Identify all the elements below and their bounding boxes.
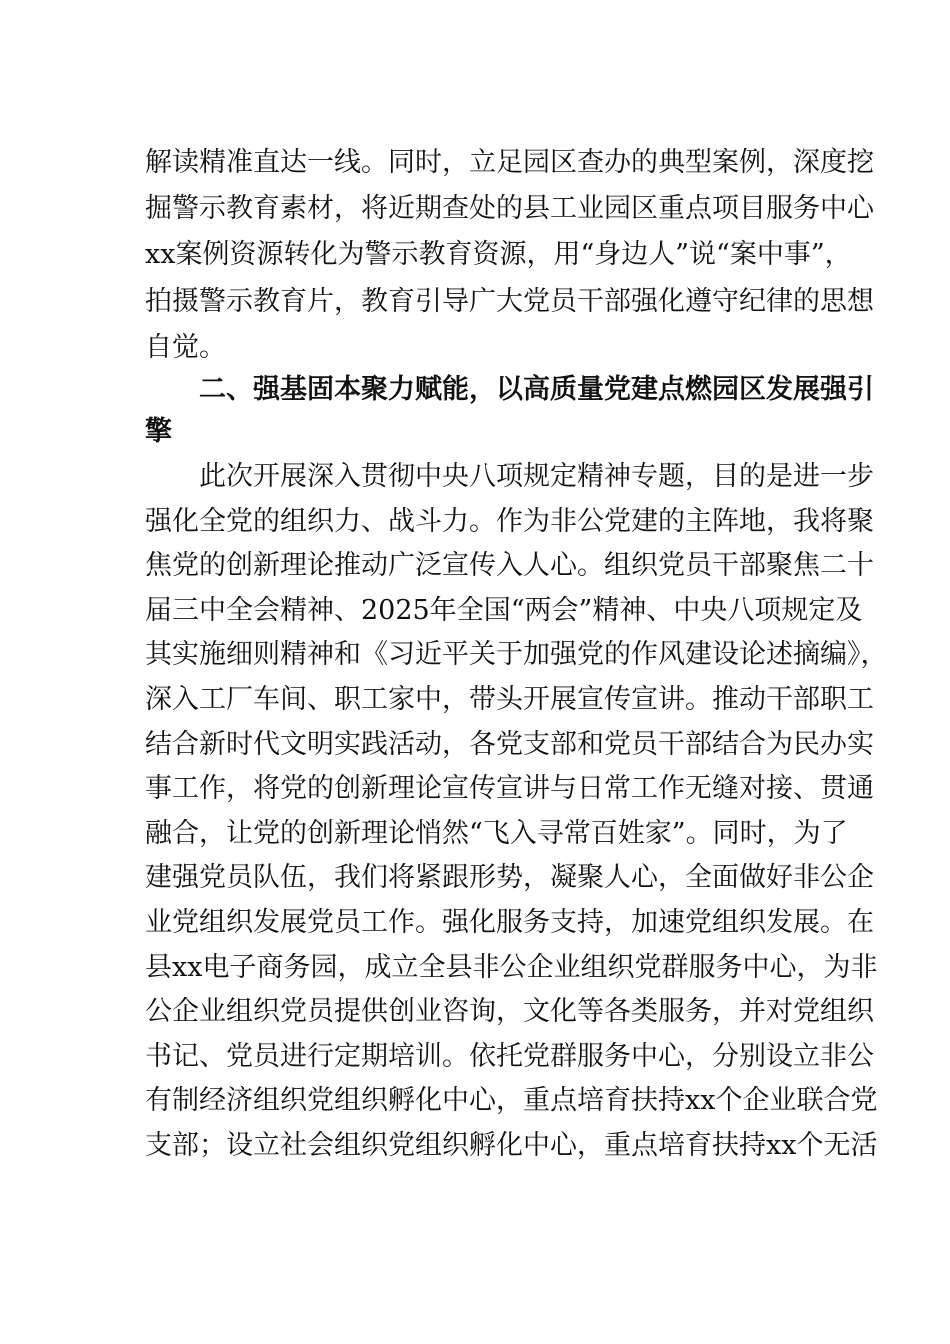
text-line: 融合，让党的创新理论悄然“飞入寻常百姓家”。同时，为了 bbox=[145, 817, 848, 849]
text-line: 建强党员队伍，我们将紧跟形势，凝聚人心，全面做好非公企 bbox=[145, 862, 874, 894]
text-line: 此次开展深入贯彻中央八项规定精神专题，目的是进一步 bbox=[199, 461, 874, 492]
heading-line: 二、强基固本聚力赋能，以高质量党建点燃园区发展强引 bbox=[199, 374, 874, 405]
text-line: 解读精准直达一线。同时，立足园区查办的典型案例，深度挖 bbox=[145, 147, 874, 178]
text-line: 自觉。 bbox=[145, 331, 226, 363]
text-line: 事工作，将党的创新理论宣传宣讲与日常工作无缝对接、贯通 bbox=[145, 773, 874, 805]
text-line: 有制经济组织党组织孵化中心，重点培育扶持xx个企业联合党 bbox=[145, 1085, 878, 1117]
text-line: 深入工厂车间、职工家中，带头开展宣传宣讲。推动干部职工 bbox=[145, 683, 874, 715]
text-line: 公企业组织党员提供创业咨询，文化等各类服务，并对党组织 bbox=[145, 996, 874, 1028]
text-line: 业党组织发展党员工作。强化服务支持，加速党组织发展。在 bbox=[145, 906, 874, 938]
text-line: 支部；设立社会组织党组织孵化中心，重点培育扶持xx个无活 bbox=[145, 1129, 878, 1161]
text-line: 焦党的创新理论推动广泛宣传入人心。组织党员干部聚焦二十 bbox=[145, 550, 874, 582]
text-line: 其实施细则精神和《习近平关于加强党的作风建设论述摘编》， bbox=[145, 639, 888, 671]
paragraph-warning-education bbox=[145, 140, 874, 371]
text-line: 强化全党的组织力、战斗力。作为非公党建的主阵地，我将聚 bbox=[145, 505, 874, 537]
text-line: 届三中全会精神、2025年全国“两会”精神、中央八项规定及 bbox=[145, 594, 863, 626]
text-line: xx案例资源转化为警示教育资源，用“身边人”说“案中事”， bbox=[145, 239, 852, 271]
text-line: 结合新时代文明实践活动，各党支部和党员干部结合为民办实 bbox=[145, 728, 874, 760]
heading-line: 擎 bbox=[145, 416, 172, 447]
text-line: 拍摄警示教育片，教育引导广大党员干部强化遵守纪律的思想 bbox=[145, 285, 874, 317]
section-heading bbox=[145, 369, 874, 453]
text-line: 书记、党员进行定期培训。依托党群服务中心，分别设立非公 bbox=[145, 1040, 874, 1072]
text-line: 县xx电子商务园，成立全县非公企业组织党群服务中心，为非 bbox=[145, 951, 878, 983]
paragraph-party-building bbox=[145, 455, 888, 1169]
text-line: 掘警示教育素材，将近期查处的县工业园区重点项目服务中心 bbox=[145, 193, 874, 225]
